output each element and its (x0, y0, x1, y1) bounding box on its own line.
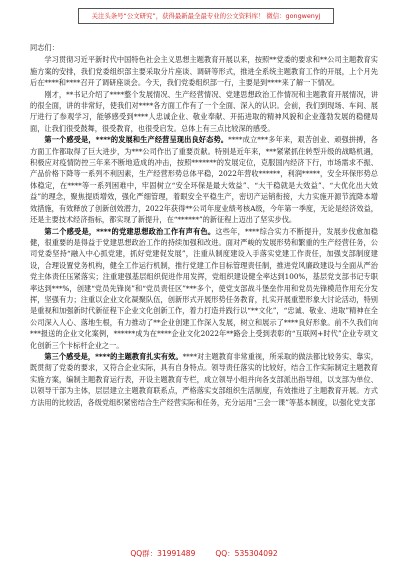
paragraph-4 (30, 226, 378, 351)
footer-qq-group: QQ群：31991489 (130, 549, 196, 558)
paragraph-text: ****成立***多年来，艰苦创业、顽强拼搏，各方面工作都取得了巨大进步，为***公司作出了重要贡献。特别是近年来，***紧紧抓住转型升级的战略机遇，积极应对疫情防控三年来不断地造成的冲击，按照*******的发展定位，克服国内经济下行，市场需求不振、产品价格下降等一系列不利因素，生产经营形势总体平稳，2022年营收******，利润*****，安全环保形势总体稳定，在****等一系列困难中，牢固树立“安全环保是最大效益”、“大干稳就是大效益”、“大优化出大效益”的理念，聚焦提质增效，强化严细管理，着眼安全平稳生产，密切产运销衔接，大力实施开源节流降本增效措施，有效释放了创新创效潜力，2022年获得**公司年度业绩考核A级，今年第一季度，无论是经济效益，还是主要技术经济指标，都实现了新提升，在“******”的新征程上迈出了坚实步伐。 (30, 135, 378, 225)
footer-qq: QQ：535304092 (215, 549, 278, 558)
paragraph-text: 刚才，**书记介绍了****整个发展情况、生产经营情况、党建思想政治工作情况和主题教育开展情况，讲的很全面，讲的非常好，使我们对****各方面工作有了一个全面、深入的认识。会前，我们到现场、车间、展厅进行了参观学习，能够感受到****人忠诚企业、敬业奉献、开拓进取的精神风貌和企业蓬勃发展的稳健局面，让我们很受鼓舞，很受教育，也很受启发。总体上有三点比较深的感受。 (30, 89, 378, 133)
paragraph-5 (30, 351, 378, 408)
paragraph-text: ****对主题教育非常重视，所采取的做法都比较务实、靠实，既贯彻了党委的要求，又符合企业实际，具有自身特点。领导责任落实的比较好，结合工作实际制定主题教育实施方案，编制主题教育运行表，开设主题教育专栏，成立领导小组并向各支部派出指导组，以支部为单位、以领导干部为主体，层层建立主题教育联系点，严格落实支部组织生活制度，有效推进了主题教育开展。方式方法用的比较活，各级党组织紧密结合生产经营实际和任务，充分运用“三会一课”等基本制度，以强化党支部 (30, 351, 378, 407)
greeting: 同志们： (30, 43, 59, 52)
header-banner: 关注头条号“公文研究”，获得最新最全最专业的公文资料库！ 微信：gongwenyj (78, 8, 334, 24)
paragraph-text: 学习贯彻习近平新时代中国特色社会主义思想主题教育开展以来，按照**党委的要求和**公司主题教育实施方案的安排，我们党委组织部主要采取分片座谈、调研等形式，推进全系统主题教育工作的开展，上个月先后在****和****召开了调研座谈会。今天，我们党委组织部一行，主要是到****来了解一下情况。 (30, 55, 378, 88)
paragraph-1 (30, 54, 378, 88)
paragraph-lead: 第一个感受是，****的发展和生产经营呈现出良好态势。 (44, 135, 229, 145)
footer-contact (0, 548, 408, 559)
paragraph-2 (30, 89, 378, 135)
paragraph-3 (30, 134, 378, 225)
document-body (30, 42, 378, 408)
paragraph-lead: 第二个感受是，****的党建思想政治工作有声有色。 (44, 226, 216, 236)
paragraph-text: 这些年，****综合实力不断提升，发展步伐愈加稳健，很重要的是得益于党建思想政治工作的持续加强和改进。面对严峻的发展形势和繁重的生产经营任务，公司党委坚持“融入中心抓党建，抓好党建促发展”，注重从制度建设入手落实党建工作责任，加强支部制度建设，合理设置党务机构，健全工作运行机制，推行党建工作目标管理责任制，推进党风廉政建设与全面从严治党主体责任压紧落实；注重建强基层组织促进作用发挥，党组织建设健全率达到100%，基层党支部书记专职率达到***%，创建“党员先锋岗”和“党员责任区”***多个，使党支部战斗堡垒作用和党员先锋模范作用充分发挥，坚强有力；注重以企业文化凝聚队伍，创新形式开展形势任务教育，扎实开展重塑形象大讨论活动，特别是重视和加强新时代新征程下企业文化创新工作，着力打造并践行以“**文化”，“忠诚、敬业、进取”精神在全公司深入人心、落地生根，有力推动了**企业创建工作深入发展，树立和展示了****良好形象。前不久我们向***报送的企业文化案例，******成为在****企业文化2022年**路会上受到表彰的“互联网+时代”企业专项文化创新三个卡标杆企业之一。 (30, 226, 378, 350)
paragraph-lead: 第三个感受是，****的主题教育扎实有效。 (44, 351, 183, 361)
